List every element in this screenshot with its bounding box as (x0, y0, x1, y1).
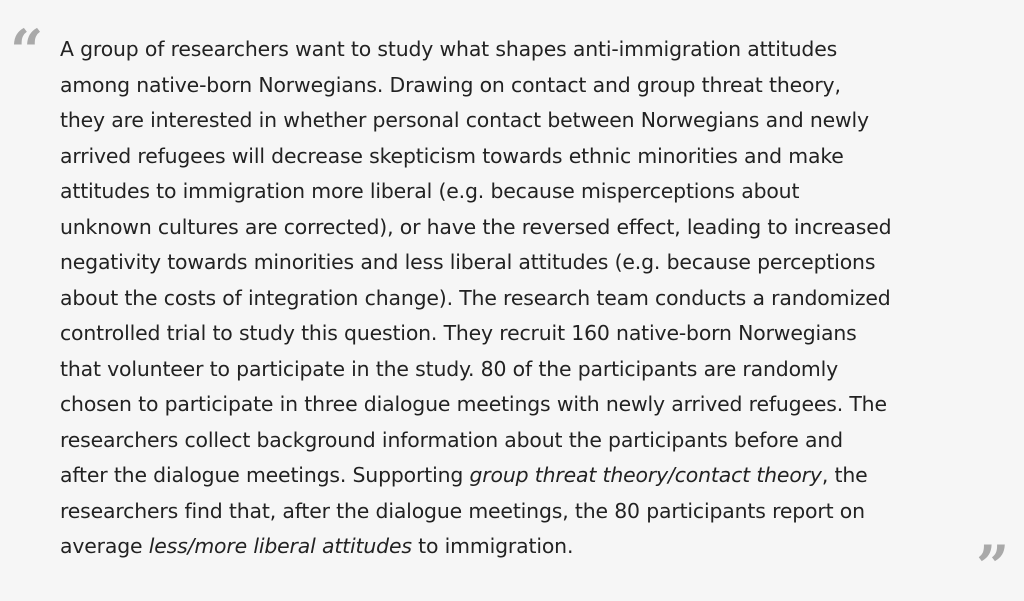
quote-line: A group of researchers want to study what shapes anti-immigration attitudes (60, 37, 838, 61)
quote-line: unknown cultures are corrected), or have the reversed effect, leading to increased (60, 214, 892, 239)
quote-line: researchers collect background information about the participants before and (60, 427, 843, 452)
quote-text-segment: to immigration. (411, 534, 574, 558)
quote-line: about the costs of integration change). The research team conducts a randomized (60, 285, 891, 310)
quote-text-segment: average (60, 534, 149, 558)
quote-line: that volunteer to participate in the study. 80 of the participants are randomly (60, 356, 839, 381)
open-quote-mark-icon: “ (10, 17, 44, 85)
italic-phrase-theory: group threat theory/contact theory (469, 463, 822, 487)
quote-line: chosen to participate in three dialogue meetings with newly arrived refugees. The (60, 392, 887, 416)
quote-line (60, 529, 1000, 565)
quote-line: among native-born Norwegians. Drawing on contact and group threat theory, (60, 72, 841, 97)
quote-text (60, 32, 1000, 565)
quote-line: attitudes to immigration more liberal (e.g. because misperceptions about (60, 179, 800, 203)
quote-line: arrived refugees will decrease skepticism towards ethnic minorities and make (60, 143, 844, 168)
quote-line: controlled trial to study this question. They recruit 160 native-born Norwegians (60, 321, 857, 345)
italic-phrase-attitudes: less/more liberal attitudes (148, 534, 412, 558)
close-quote-mark-icon: ” (976, 533, 1010, 601)
quote-line (60, 458, 1000, 494)
quote-text-segment: , the (821, 463, 868, 487)
quote-line: researchers find that, after the dialogue meetings, the 80 participants report on (60, 498, 865, 523)
quote-line: they are interested in whether personal contact between Norwegians and newly (60, 108, 869, 132)
quote-line: negativity towards minorities and less liberal attitudes (e.g. because perceptions (60, 250, 876, 274)
quote-text-segment: after the dialogue meetings. Supporting (60, 463, 470, 487)
